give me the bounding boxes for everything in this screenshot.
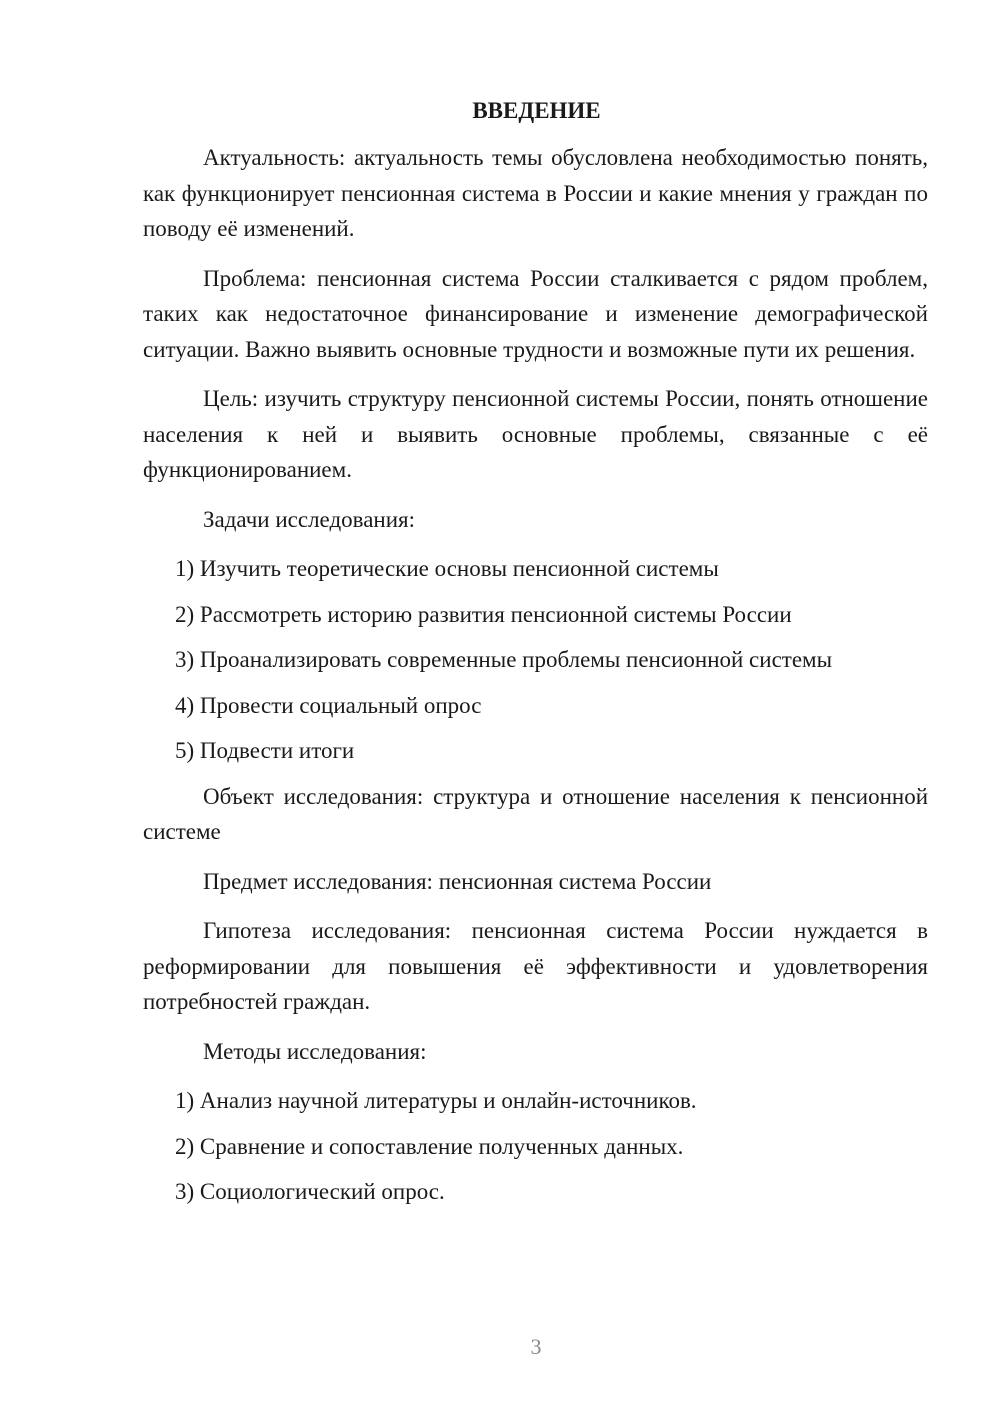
object-paragraph: Объект исследования: структура и отношение населения к пенсионной системе <box>143 783 928 844</box>
methods-list <box>143 1083 928 1210</box>
problem-paragraph: Проблема: пенсионная система России сталкивается с рядом проблем, таких как недостаточное финансирование и изменение демографической ситуации. Важно выявить основные трудности и возможные пути их решения. <box>143 265 928 362</box>
list-item: 4) Провести социальный опрос <box>175 692 482 718</box>
goal-paragraph: Цель: изучить структуру пенсионной системы России, понять отношение населения к ней и выявить основные проблемы, связанные с её функционированием. <box>143 386 928 482</box>
tasks-label: Задачи исследования: <box>203 506 416 532</box>
tasks-list <box>143 551 928 769</box>
page-content <box>143 93 928 1220</box>
list-item: 5) Подвести итоги <box>175 738 355 763</box>
methods-label: Методы исследования: <box>203 1038 427 1064</box>
relevance-paragraph: Актуальность: актуальность темы обусловлена необходимостью понять, как функционирует пенсионная система в России и какие мнения у граждан по поводу её изменений. <box>143 145 928 241</box>
subject-paragraph: Предмет исследования: пенсионная система России <box>203 868 712 894</box>
list-item: 3) Проанализировать современные проблемы пенсионной системы <box>175 647 833 672</box>
hypothesis-paragraph: Гипотеза исследования: пенсионная система России нуждается в реформировании для повышения её эффективности и удовлетворения потребностей граждан. <box>143 918 928 1014</box>
list-item: 2) Рассмотреть историю развития пенсионной системы России <box>175 601 792 627</box>
section-heading: ВВЕДЕНИЕ <box>472 98 601 123</box>
list-item: 1) Изучить теоретические основы пенсионной системы <box>175 556 719 581</box>
list-item: 2) Сравнение и сопоставление полученных данных. <box>175 1133 684 1159</box>
list-item: 1) Анализ научной литературы и онлайн-источников. <box>175 1088 697 1113</box>
page-number: 3 <box>530 1334 542 1359</box>
list-item: 3) Социологический опрос. <box>175 1179 445 1204</box>
